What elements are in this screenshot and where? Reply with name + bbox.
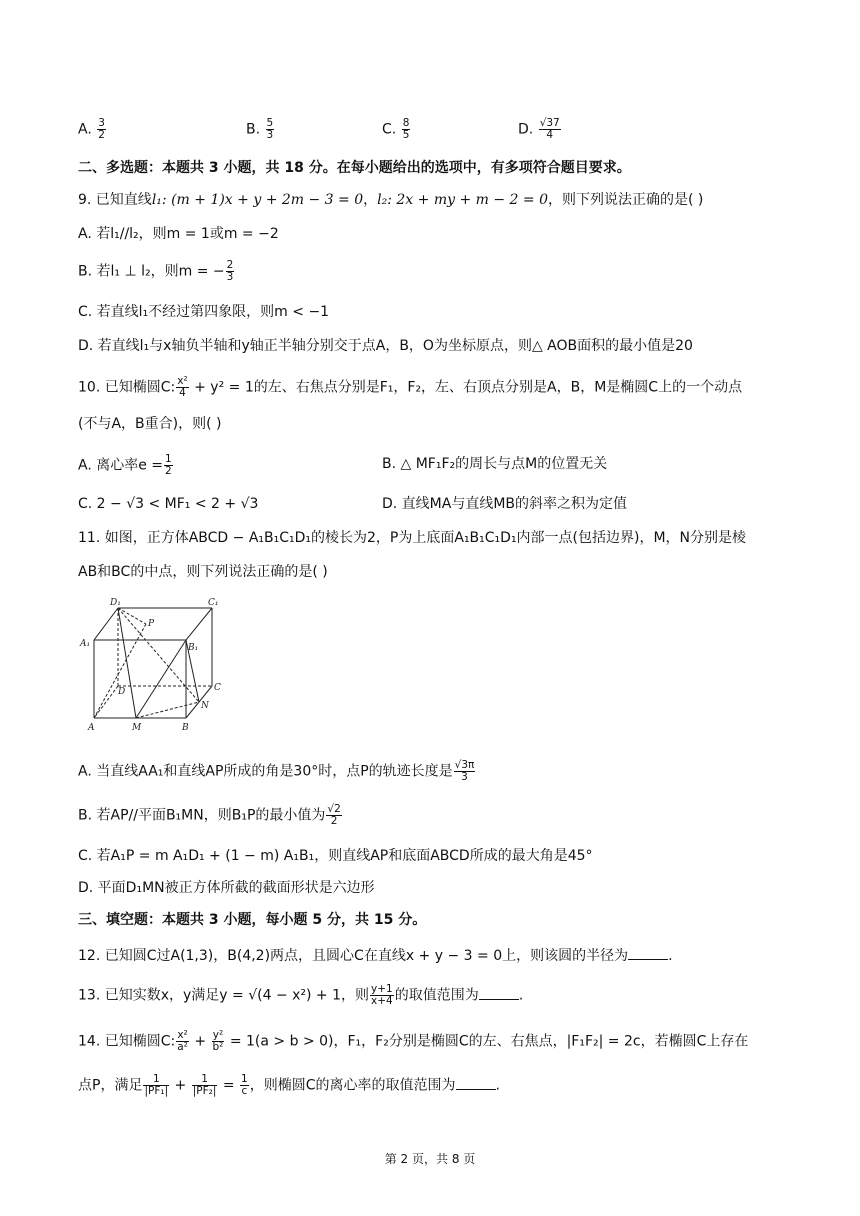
answer-blank[interactable] (456, 1077, 496, 1090)
q14-text: 14. 已知椭圆C: (78, 1033, 176, 1050)
denominator: b² (212, 1041, 224, 1053)
denominator: c (241, 1085, 248, 1097)
q13 (78, 984, 523, 1007)
q14-l2-post: ，则椭圆C的离心率的取值范围为 (249, 1077, 456, 1094)
q10-option-c: C. 2 − √3 < MF₁ < 2 + √3 (78, 496, 259, 512)
q11-a-text: A. 当直线AA₁和直线AP所成的角是30°时，点P的轨迹长度是 (78, 763, 453, 780)
plus-sign: + (189, 1033, 211, 1050)
q8-option-b (246, 118, 275, 141)
label-a: A (88, 723, 95, 733)
numerator: √37 (539, 117, 560, 129)
numerator: 2 (226, 259, 234, 271)
q10-a-text: A. 离心率e = (78, 457, 164, 474)
denominator: 2 (330, 815, 338, 827)
q14-tail: . (495, 1077, 500, 1094)
option-label: B. (246, 121, 261, 138)
denominator: 2 (165, 465, 172, 477)
q10-stem-text: 10. 已知椭圆C: (78, 379, 176, 396)
label-p: P (148, 619, 155, 629)
numerator: y² (212, 1029, 224, 1041)
q9-b-text: B. 若l₁ ⊥ l₂，则m = − (78, 263, 225, 280)
label-a1: A₁ (80, 639, 91, 649)
denominator: 5 (402, 129, 410, 141)
label-c1: C₁ (208, 598, 219, 608)
fraction (212, 1030, 225, 1053)
q8-option-d (518, 118, 562, 141)
numerator: √2 (327, 803, 341, 815)
fraction (326, 804, 341, 827)
label-m: M (132, 723, 142, 733)
q9-option-c: C. 若直线l₁不经过第四象限，则m < −1 (78, 304, 330, 320)
cube-figure (76, 594, 226, 734)
numerator: 1 (165, 453, 172, 465)
q9-option-d: D. 若直线l₁与x轴负半轴和y轴正半轴分别交于点A，B，O为坐标原点，则△ AOB面积的最小值是20 (78, 338, 693, 354)
q11-option-d: D. 平面D₁MN被正方体所截的截面形状是六边形 (78, 880, 375, 896)
q10-stem-line2: (不与A，B重合)，则( ) (78, 416, 222, 432)
numerator: 1 (143, 1074, 169, 1086)
fraction (266, 118, 275, 141)
section-3-title: 三、填空题：本题共 3 小题，每小题 5 分，共 15 分。 (78, 912, 427, 928)
numerator: 1 (241, 1073, 248, 1085)
q12-tail: . (668, 948, 673, 964)
q14-line1 (78, 1030, 748, 1053)
numerator: 3 (98, 117, 105, 129)
denominator: |PF₁| (144, 1085, 169, 1097)
denominator: 3 (226, 271, 234, 283)
label-c: C (214, 683, 221, 693)
q9-option-b (78, 260, 235, 283)
q10-stem (78, 376, 742, 399)
q14-l2-text: 点P，满足 (78, 1077, 143, 1094)
fraction (454, 760, 476, 783)
q11-option-a (78, 760, 476, 783)
q13-tail: . (518, 987, 524, 1004)
fraction (192, 1074, 218, 1097)
fraction (240, 1074, 249, 1097)
denominator: x+4 (371, 995, 393, 1007)
label-n: N (201, 701, 209, 711)
q14-line2: 点P，满足 $\frac{1}{\text{|PF₁|}}$ + $\frac{1}{\text{|PF₂|}}$ = $\frac{1}{c}$ ，则椭圆C的离心率的取值范围为 . (78, 1073, 500, 1097)
option-label: A. (78, 121, 92, 138)
q10-option-a (78, 454, 174, 477)
q9-separator: ， (363, 192, 378, 208)
denominator: 2 (98, 129, 105, 141)
denominator: 4 (179, 387, 186, 399)
numerator: 1 (192, 1074, 218, 1086)
label-b: B (182, 723, 189, 733)
numerator: x² (177, 1029, 188, 1041)
q13-text: 13. 已知实数x，y满足y = √(4 − x²) + 1，则 (78, 987, 370, 1004)
q9-stem (78, 190, 703, 210)
q14-post: = 1(a > b > 0)，F₁，F₂分别是椭圆C的左、右焦点，|F₁F₂| = 2c，若椭圆C上存在 (225, 1033, 749, 1050)
q11-stem-line2: AB和BC的中点，则下列说法正确的是( ) (78, 564, 328, 580)
q11-b-text: B. 若AP//平面B₁MN，则B₁P的最小值为 (78, 807, 326, 824)
label-b1: B₁ (188, 643, 199, 653)
q11-option-c: C. 若A₁P = m A₁D₁ + (1 − m) A₁B₁，则直线AP和底面ABCD所成的最大角是45° (78, 848, 593, 864)
answer-blank[interactable] (479, 987, 519, 1000)
denominator: 3 (461, 771, 468, 783)
q11-option-b (78, 804, 343, 827)
answer-blank[interactable] (628, 947, 668, 960)
q11-stem-line1: 11. 如图，正方体ABCD − A₁B₁C₁D₁的棱长为2，P为上底面A₁B₁C₁D₁内部一点(包括边界)，M，N分别是棱 (78, 530, 747, 546)
denominator: 3 (266, 129, 274, 141)
q9-stem-tail: ，则下列说法正确的是( ) (548, 192, 704, 208)
q12 (78, 946, 673, 966)
fraction (176, 376, 188, 399)
q13-post: 的取值范围为 (394, 987, 479, 1004)
q9-option-a: A. 若l₁//l₂，则m = 1或m = −2 (78, 226, 279, 242)
q10-option-b: B. △ MF₁F₂的周长与点M的位置无关 (382, 456, 608, 472)
label-d: D (118, 687, 126, 697)
q9-stem-text: 9. 已知直线 (78, 192, 152, 208)
fraction (226, 260, 235, 283)
fraction (402, 118, 411, 141)
numerator: y+1 (371, 983, 393, 995)
denominator: |PF₂| (192, 1085, 217, 1097)
option-label: D. (518, 121, 534, 138)
section-2-title: 二、多选题：本题共 3 小题，共 18 分。在每小题给出的选项中，有多项符合题目要求。 (78, 160, 631, 176)
q10-option-d: D. 直线MA与直线MB的斜率之积为定值 (382, 496, 628, 512)
numerator: x² (177, 375, 188, 387)
page-footer: 第 2 页，共 8 页 (384, 1152, 476, 1166)
option-label: C. (382, 121, 397, 138)
numerator: 8 (402, 117, 410, 129)
q8-option-a (78, 118, 107, 141)
fraction (97, 118, 106, 141)
q12-text: 12. 已知圆C过A(1,3)，B(4,2)两点，且圆心C在直线x + y − 3 = 0上，则该圆的半径为 (78, 948, 629, 964)
fraction (370, 984, 394, 1007)
fraction (143, 1074, 169, 1097)
numerator: √3π (454, 759, 475, 771)
denominator: 4 (546, 129, 554, 141)
q9-l1-equation: l₁: (m + 1)x + y + 2m − 3 = 0 (151, 192, 364, 208)
fraction (176, 1030, 189, 1053)
q8-option-c (382, 118, 411, 141)
q9-l2-equation: l₂: 2x + my + m − 2 = 0 (377, 192, 548, 208)
fraction (539, 118, 561, 141)
denominator: a² (177, 1041, 188, 1053)
fraction (164, 454, 173, 477)
q10-stem-tail: + y² = 1的左、右焦点分别是F₁，F₂，左、右顶点分别是A，B，M是椭圆C上的一个动点 (189, 379, 743, 396)
numerator: 5 (266, 117, 274, 129)
label-d1: D₁ (110, 598, 121, 608)
